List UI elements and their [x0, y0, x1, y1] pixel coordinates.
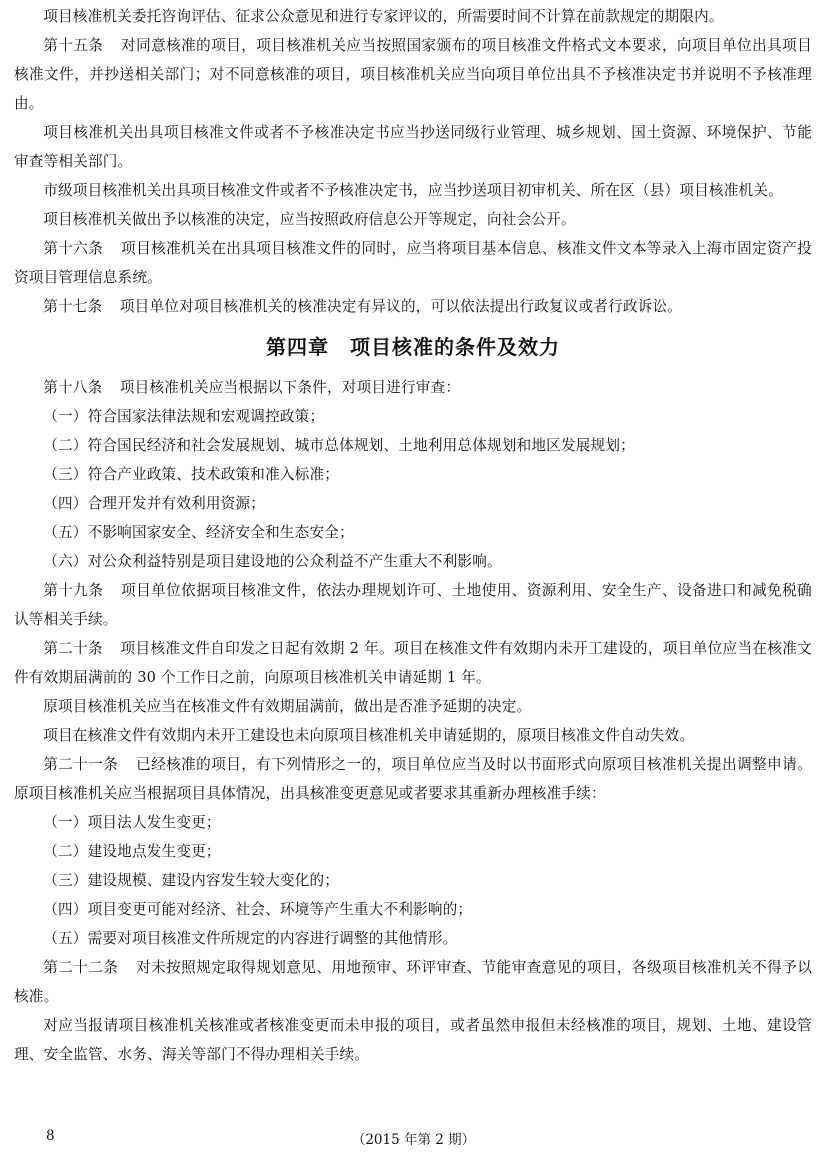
body-paragraph [14, 692, 812, 721]
body-paragraph [14, 837, 812, 866]
paragraph-text: 项目单位依据项目核准文件，依法办理规划许可、土地使用、资源利用、安全生产、设备进口和减免税确认等相关手续。 [14, 582, 812, 628]
article-number: 第二十条 [43, 640, 103, 657]
article-number: 第十六条 [43, 240, 104, 257]
paragraph-text: 项目在核准文件有效期内未开工建设也未向原项目核准机关申请延期的，原项目核准文件自动失效。 [43, 727, 695, 744]
paragraph-text: 项目核准机关在出具项目核准文件的同时，应当将项目基本信息、核准文件文本等录入上海市固定资产投资项目管理信息系统。 [14, 240, 812, 286]
document-body [14, 2, 812, 1069]
article-paragraph [14, 953, 812, 1011]
article-paragraph [14, 634, 812, 692]
body-paragraph [14, 431, 812, 460]
paragraph-text: （五）不影响国家安全、经济安全和生态安全； [43, 524, 354, 541]
paragraph-text: （五）需要对项目核准文件所规定的内容进行调整的其他情形。 [43, 930, 458, 947]
paragraph-text: 对同意核准的项目，项目核准机关应当按照国家颁布的项目核准文件格式文本要求，向项目单位出具项目核准文件，并抄送相关部门；对不同意核准的项目，项目核准机关应当向项目单位出具不予核准决定书并说明不予核准理由。 [14, 37, 812, 112]
paragraph-text: （六）对公众利益特别是项目建设地的公众利益不产生重大不利影响。 [43, 553, 502, 570]
paragraph-text: 对未按照规定取得规划意见、用地预审、环评审查、节能审查意见的项目，各级项目核准机关不得予以核准。 [14, 959, 812, 1005]
paragraphs-after-chapter [14, 373, 812, 1069]
body-paragraph [14, 866, 812, 895]
paragraph-text: 市级项目核准机关出具项目核准文件或者不予核准决定书，应当抄送项目初审机关、所在区（县）项目核准机关。 [43, 182, 783, 199]
paragraph-text: 项目核准机关出具项目核准文件或者不予核准决定书应当抄送同级行业管理、城乡规划、国土资源、环境保护、节能审查等相关部门。 [14, 124, 812, 170]
article-paragraph [14, 576, 812, 634]
body-paragraph [14, 895, 812, 924]
paragraph-text: 原项目核准机关应当在核准文件有效期届满前，做出是否准予延期的决定。 [43, 698, 532, 715]
body-paragraph [14, 924, 812, 953]
body-paragraph [14, 2, 812, 31]
paragraph-text: 项目单位对项目核准机关的核准决定有异议的，可以依法提出行政复议或者行政诉讼。 [119, 298, 683, 315]
paragraph-text: 项目核准文件自印发之日起有效期 2 年。项目在核准文件有效期内未开工建设的，项目单位应当在核准文件有效期届满前的 30 个工作日之前，向原项目核准机关申请延期 1 年。 [14, 640, 812, 686]
paragraph-text: （三）符合产业政策、技术政策和准入标准； [43, 466, 340, 483]
page-footer [0, 1128, 827, 1150]
paragraph-text: 已经核准的项目，有下列情形之一的，项目单位应当及时以书面形式向原项目核准机关提出调整申请。原项目核准机关应当根据项目具体情况，出具核准变更意见或者要求其重新办理核准手续： [14, 756, 812, 802]
chapter-heading: 第四章 项目核准的条件及效力 [266, 335, 560, 359]
body-paragraph [14, 205, 812, 234]
article-paragraph [14, 31, 812, 118]
paragraph-text: （一）符合国家法律法规和宏观调控政策； [43, 408, 325, 425]
paragraph-text: 项目核准机关应当根据以下条件，对项目进行审查： [119, 379, 461, 396]
body-paragraph [14, 518, 812, 547]
paragraph-text: 项目核准机关委托咨询评估、征求公众意见和进行专家评议的，所需要时间不计算在前款规定的期限内。 [43, 8, 724, 25]
article-number: 第二十一条 [43, 756, 119, 773]
article-number: 第十八条 [43, 379, 103, 396]
body-paragraph [14, 460, 812, 489]
article-number: 第二十二条 [43, 959, 119, 976]
paragraph-text: （二）符合国民经济和社会发展规划、城市总体规划、土地利用总体规划和地区发展规划； [43, 437, 635, 454]
body-paragraph [14, 721, 812, 750]
paragraph-text: （四）合理开发并有效利用资源； [43, 495, 266, 512]
body-paragraph [14, 176, 812, 205]
body-paragraph [14, 402, 812, 431]
article-paragraph [14, 750, 812, 808]
body-paragraph [14, 808, 812, 837]
paragraph-text: （四）项目变更可能对经济、社会、环境等产生重大不利影响的； [43, 901, 473, 918]
article-paragraph [14, 234, 812, 292]
article-number: 第十九条 [43, 582, 104, 599]
paragraph-text: （三）建设规模、建设内容发生较大变化的； [43, 872, 340, 889]
article-number: 第十五条 [43, 37, 104, 54]
paragraph-text: 对应当报请项目核准机关核准或者核准变更而未申报的项目，或者虽然申报但未经核准的项目，规划、土地、建设管理、安全监管、水务、海关等部门不得办理相关手续。 [14, 1017, 812, 1063]
issue-label: （2015 年第 2 期） [351, 1132, 476, 1148]
paragraphs-before-chapter [14, 2, 812, 321]
article-paragraph [14, 292, 812, 321]
body-paragraph [14, 1011, 812, 1069]
body-paragraph [14, 547, 812, 576]
paragraph-text: 项目核准机关做出予以核准的决定，应当按照政府信息公开等规定，向社会公开。 [43, 211, 576, 228]
body-paragraph [14, 118, 812, 176]
paragraph-text: （一）项目法人发生变更； [43, 814, 221, 831]
page-number: 8 [46, 1128, 55, 1144]
body-paragraph [14, 489, 812, 518]
paragraph-text: （二）建设地点发生变更； [43, 843, 221, 860]
article-number: 第十七条 [43, 298, 103, 315]
article-paragraph [14, 373, 812, 402]
